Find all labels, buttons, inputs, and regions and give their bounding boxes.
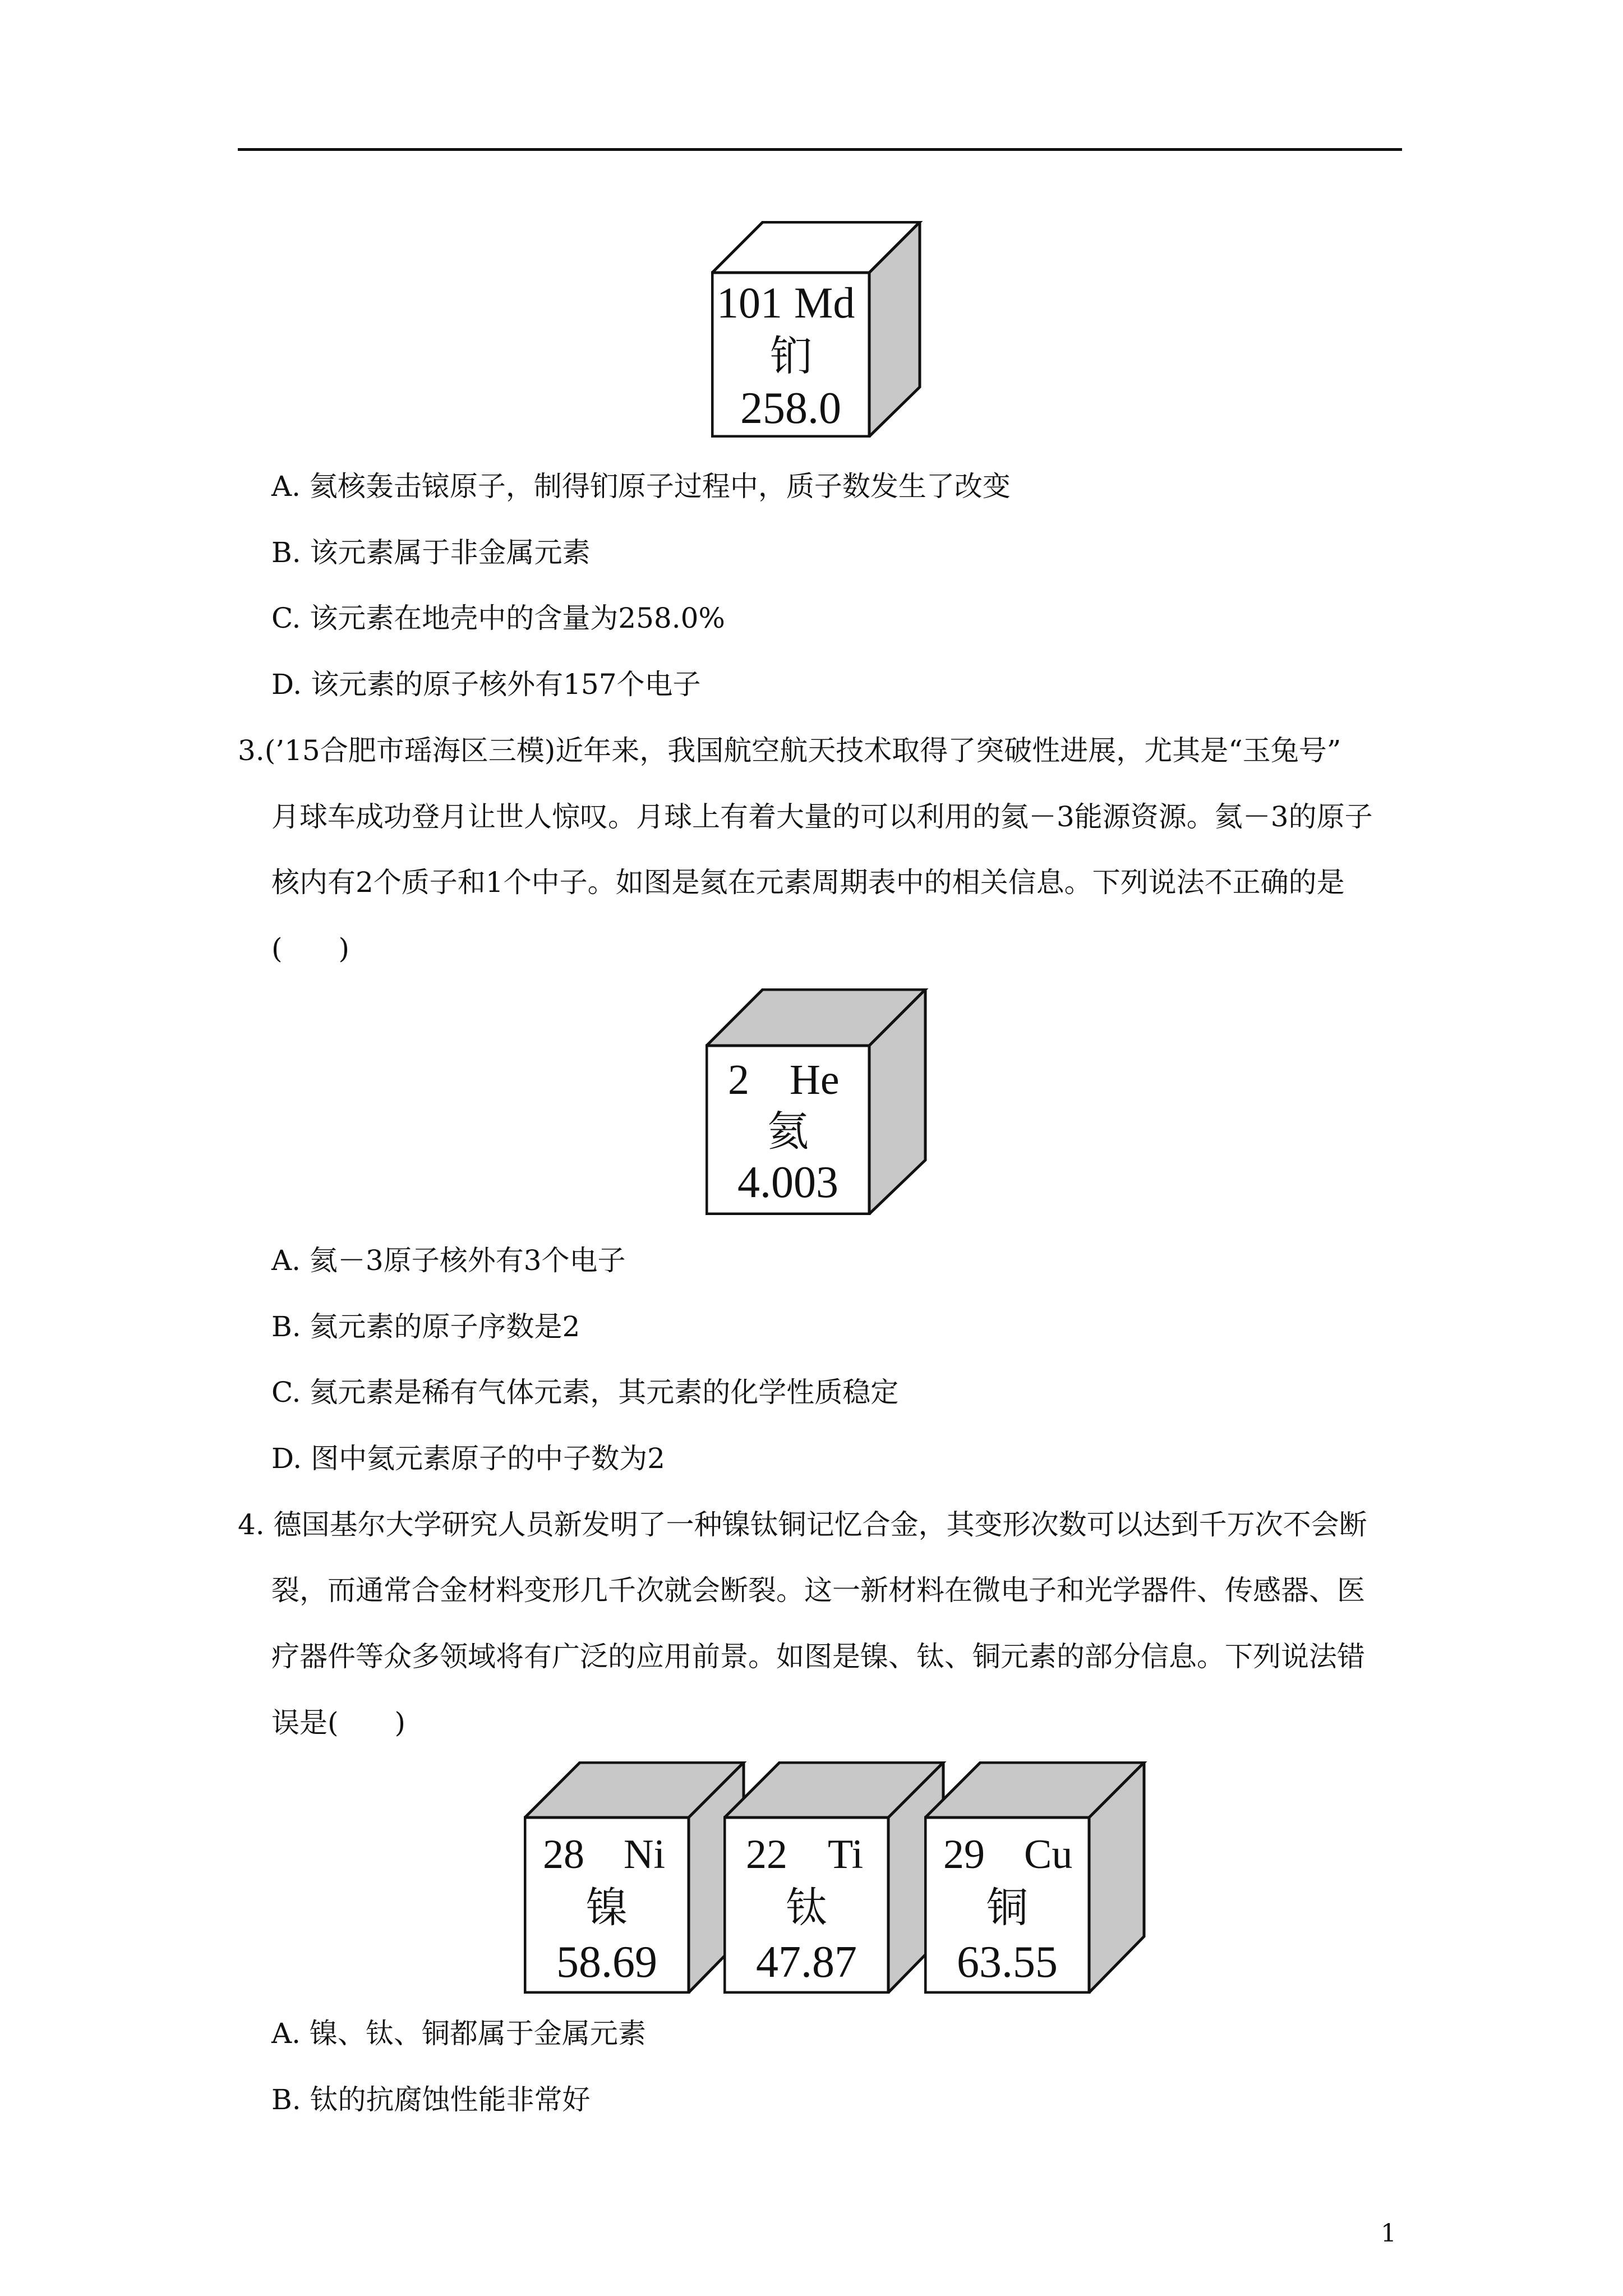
- q3-stem-line-3: 核内有2个质子和1个中子。如图是氦在元素周期表中的相关信息。下列说法不正确的是: [271, 866, 1345, 899]
- element-number: 28: [543, 1832, 584, 1878]
- element-number: 29: [943, 1832, 985, 1878]
- element-name: 钛: [786, 1885, 827, 1931]
- q4-option-b: B. 钛的抗腐蚀性能非常好: [271, 2083, 591, 2116]
- q2-option-d: D. 该元素的原子核外有157个电子: [271, 668, 701, 701]
- element-tile-he: [706, 988, 930, 1215]
- q4-stem-line-3: 疗器件等众多领域将有广泛的应用前景。如图是镍、钛、铜元素的部分信息。下列说法错: [271, 1640, 1365, 1673]
- element-name: 镍: [586, 1885, 628, 1931]
- q3-option-b: B. 氦元素的原子序数是2: [271, 1310, 580, 1343]
- element-tile-md: [711, 221, 924, 438]
- element-mass: 47.87: [756, 1938, 857, 1987]
- q4-stem-line-4: 误是( ): [271, 1706, 406, 1739]
- element-symbol: He: [790, 1056, 840, 1103]
- page-number: 1: [1381, 2219, 1396, 2248]
- q2-option-b: B. 该元素属于非金属元素: [271, 536, 591, 569]
- element-symbol: Cu: [1024, 1832, 1073, 1878]
- element-name: 铜: [986, 1885, 1028, 1931]
- q3-stem-line-4: ( ): [271, 932, 350, 965]
- element-name: 钔: [770, 334, 811, 380]
- element-mass: 4.003: [737, 1158, 838, 1207]
- element-number: 101: [717, 278, 782, 327]
- q3-option-d: D. 图中氦元素原子的中子数为2: [271, 1442, 665, 1475]
- element-tile-cu: [924, 1761, 1149, 1994]
- q4-stem-line-2: 裂，而通常合金材料变形几千次就会断裂。这一新材料在微电子和光学器件、传感器、医: [271, 1574, 1365, 1607]
- q2-option-c: C. 该元素在地壳中的含量为258.0%: [271, 602, 725, 634]
- q3-stem-line-2: 月球车成功登月让世人惊叹。月球上有着大量的可以利用的氦－3能源资源。氦－3的原子: [271, 800, 1373, 833]
- element-symbol: Ni: [624, 1832, 665, 1878]
- q4-option-a: A. 镍、钛、铜都属于金属元素: [271, 2017, 646, 2050]
- q4-stem-line-1: 4. 德国基尔大学研究人员新发明了一种镍钛铜记忆合金，其变形次数可以达到千万次不会断: [238, 1508, 1367, 1541]
- element-symbol: Ti: [828, 1832, 864, 1878]
- element-mass: 258.0: [740, 384, 841, 433]
- q2-option-a: A. 氦核轰击锿原子，制得钔原子过程中，质子数发生了改变: [271, 470, 1011, 503]
- element-symbol: Md: [794, 278, 855, 327]
- q3-option-c: C. 氦元素是稀有气体元素，其元素的化学性质稳定: [271, 1376, 899, 1409]
- element-name: 氦: [767, 1109, 809, 1155]
- header-rule: [238, 148, 1402, 151]
- q3-stem-line-1: 3.(’15合肥市瑶海区三模)近年来，我国航空航天技术取得了突破性进展，尤其是“玉兔号”: [238, 734, 1341, 767]
- element-number: 22: [746, 1832, 787, 1878]
- element-mass: 63.55: [957, 1938, 1058, 1987]
- element-number: 2: [728, 1056, 749, 1103]
- q3-option-a: A. 氦－3原子核外有3个电子: [271, 1244, 626, 1277]
- element-tile-ti: [723, 1761, 948, 1994]
- element-tile-ni: [524, 1761, 748, 1994]
- element-mass: 58.69: [556, 1938, 657, 1987]
